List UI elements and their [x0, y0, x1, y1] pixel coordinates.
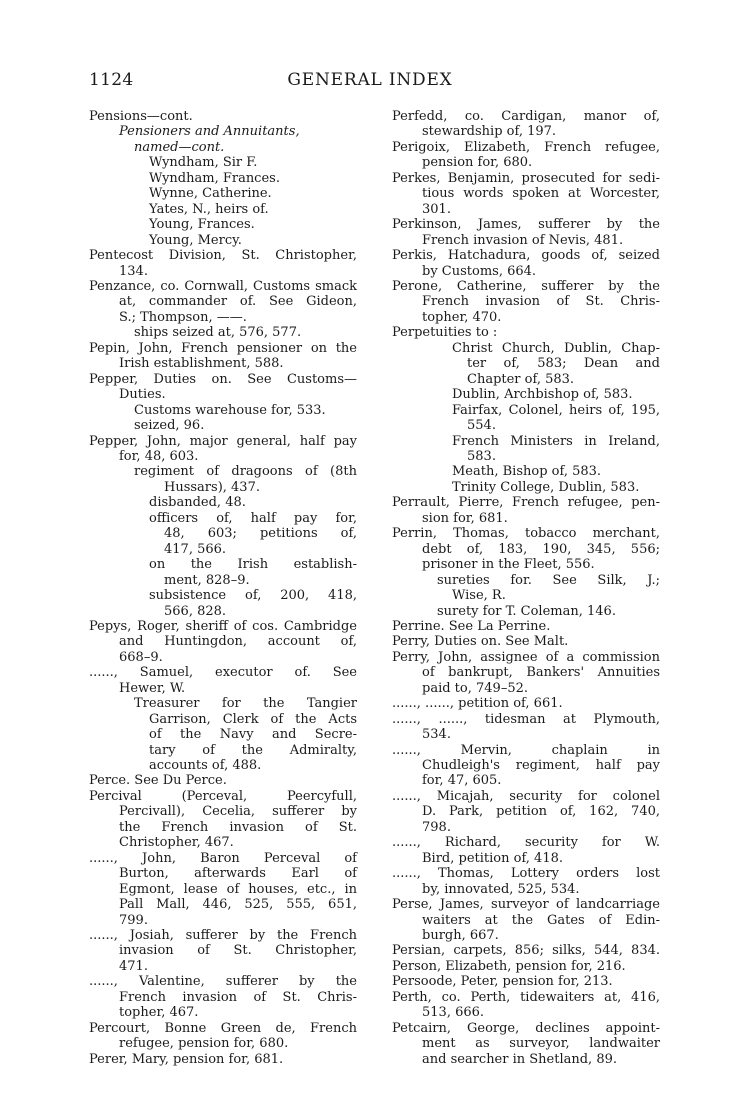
index-line: French Ministers in Ireland, — [452, 433, 660, 449]
index-line: Christ Church, Dublin, Chap- — [452, 340, 660, 356]
index-line: the French invasion of St. — [119, 819, 357, 835]
index-line: tious words spoken at Worcester, — [422, 186, 660, 202]
index-line: Young, Frances. — [149, 217, 255, 233]
index-line: Perrault, Pierre, French refugee, pen- — [392, 495, 660, 511]
index-line: Perer, Mary, pension for, 681. — [89, 1051, 284, 1067]
index-line: officers of, half pay for, — [149, 510, 357, 526]
index-line: Persoode, Peter, pension for, 213. — [392, 974, 613, 990]
index-line: Chapter of, 583. — [467, 371, 575, 387]
index-line: waiters at the Gates of Edin- — [422, 912, 660, 928]
index-line: by Customs, 664. — [422, 263, 537, 279]
index-line: 566, 828. — [164, 603, 227, 619]
index-line: sureties for. See Silk, J.; — [437, 572, 660, 588]
index-line: Irish establishment, 588. — [119, 356, 284, 372]
index-line: Pensioners and Annuitants, — [119, 124, 300, 140]
index-line: Petcairn, George, declines appoint- — [392, 1020, 660, 1036]
index-line: 799. — [119, 912, 148, 928]
index-line: ment, 828–9. — [164, 572, 250, 588]
index-line: French invasion of St. Chris- — [422, 294, 660, 310]
index-line: Egmont, lease of houses, etc., in — [119, 881, 357, 897]
index-line: prisoner in the Fleet, 556. — [422, 557, 595, 573]
index-line: 798. — [422, 819, 451, 835]
index-line: ......, Thomas, Lottery orders lost — [392, 866, 660, 882]
index-line: 668–9. — [119, 649, 163, 665]
index-line: Penzance, co. Cornwall, Customs smack — [89, 278, 357, 294]
index-line: ......, Valentine, sufferer by the — [89, 974, 357, 990]
index-line: Yates, N., heirs of. — [149, 201, 269, 217]
index-line: ships seized at, 576, 577. — [134, 325, 302, 341]
index-line: for, 47, 605. — [422, 773, 502, 789]
index-line: Perse, James, surveyor of landcarriage — [392, 897, 660, 913]
index-line: S.; Thompson, ——. — [119, 309, 247, 325]
index-line: Wyndham, Sir F. — [149, 155, 258, 171]
index-line: tary of the Admiralty, — [149, 742, 357, 758]
index-line: Pentecost Division, St. Christopher, — [89, 248, 357, 264]
index-line: Perkinson, James, sufferer by the — [392, 217, 660, 233]
page-number: 1124 — [89, 70, 134, 90]
index-line: burgh, 667. — [422, 928, 499, 944]
index-line: Pepin, John, French pensioner on the — [89, 340, 357, 356]
index-line: 534. — [422, 727, 451, 743]
index-line: 134. — [119, 263, 148, 279]
index-line: seized, 96. — [134, 418, 205, 434]
index-line: Percivall), Cecelia, sufferer by — [119, 804, 357, 820]
index-line: ......, Mervin, chaplain in — [392, 742, 660, 758]
page-header — [0, 70, 740, 94]
index-line: ......, ......, tidesman at Plymouth, — [392, 711, 660, 727]
index-line: Duties. — [119, 387, 166, 403]
index-line: 583. — [467, 448, 496, 464]
index-line: Meath, Bishop of, 583. — [452, 464, 602, 480]
index-line: Perkis, Hatchadura, goods of, seized — [392, 248, 660, 264]
index-line: named—cont. — [134, 139, 225, 155]
index-line: Customs warehouse for, 533. — [134, 402, 326, 418]
index-line: 301. — [422, 201, 451, 217]
index-line: stewardship of, 197. — [422, 124, 557, 140]
index-line: Persian, carpets, 856; silks, 544, 834. — [392, 943, 660, 959]
index-line: of bankrupt, Bankers' Annuities — [422, 665, 660, 681]
index-line: Perce. See Du Perce. — [89, 773, 227, 789]
index-line: ......, ......, petition of, 661. — [392, 696, 563, 712]
index-line: surety for T. Coleman, 146. — [437, 603, 616, 619]
index-line: Pensions—cont. — [89, 109, 193, 124]
index-line: topher, 467. — [119, 1005, 199, 1021]
index-line: Pepys, Roger, sheriff of cos. Cambridge — [89, 618, 357, 634]
index-line: Perpetuities to : — [392, 325, 498, 341]
index-line: on the Irish establish- — [149, 557, 357, 573]
index-line: and searcher in Shetland, 89. — [422, 1051, 617, 1067]
index-line: Wynne, Catherine. — [149, 186, 272, 202]
index-line: Perigoix, Elizabeth, French refugee, — [392, 139, 660, 155]
index-column-left — [89, 109, 357, 1067]
index-line: Christopher, 467. — [119, 835, 234, 851]
index-line: Burton, afterwards Earl of — [119, 866, 357, 882]
index-line: Fairfax, Colonel, heirs of, 195, — [452, 402, 660, 418]
index-line: refugee, pension for, 680. — [119, 1036, 289, 1052]
index-line: Perry, John, assignee of a commission — [392, 649, 660, 665]
index-line: invasion of St. Christopher, — [119, 943, 357, 959]
index-line: ment as surveyor, landwaiter — [422, 1036, 660, 1052]
index-line: Trinity College, Dublin, 583. — [452, 479, 640, 495]
index-line: regiment of dragoons of (8th — [134, 464, 357, 480]
index-line: 554. — [467, 418, 496, 434]
index-line: pension for, 680. — [422, 155, 533, 171]
index-line: Dublin, Archbishop of, 583. — [452, 387, 633, 403]
index-line: Perth, co. Perth, tidewaiters at, 416, — [392, 989, 660, 1005]
index-line: Percival (Perceval, Peercyfull, — [89, 788, 357, 804]
index-line: French invasion of Nevis, 481. — [422, 232, 624, 248]
index-line: accounts of, 488. — [149, 758, 262, 774]
index-line: Hussars), 437. — [164, 479, 260, 495]
index-line: Pepper, Duties on. See Customs— — [89, 371, 357, 387]
index-line: Wise, R. — [452, 588, 506, 604]
index-line: subsistence of, 200, 418, — [149, 588, 357, 604]
page-title: GENERAL INDEX — [287, 70, 453, 90]
index-line: Young, Mercy. — [149, 232, 242, 248]
index-line: for, 48, 603. — [119, 448, 199, 464]
index-line: ......, John, Baron Perceval of — [89, 850, 357, 866]
index-line: ......, Richard, security for W. — [392, 835, 660, 851]
index-line: ......, Josiah, sufferer by the French — [89, 928, 357, 944]
index-line: and Huntingdon, account of, — [119, 634, 357, 650]
index-line: Percourt, Bonne Green de, French — [89, 1020, 357, 1036]
index-line: Person, Elizabeth, pension for, 216. — [392, 958, 626, 974]
index-line: Bird, petition of, 418. — [422, 850, 564, 866]
index-line: by, innovated, 525, 534. — [422, 881, 580, 897]
index-line: Chudleigh's regiment, half pay — [422, 758, 660, 774]
index-line: disbanded, 48. — [149, 495, 246, 511]
index-line: ......, Micajah, security for colonel — [392, 788, 660, 804]
index-line: ter of, 583; Dean and — [467, 356, 660, 372]
index-line: Wyndham, Frances. — [149, 170, 280, 186]
index-line: 48, 603; petitions of, — [164, 526, 357, 542]
index-line: topher, 470. — [422, 309, 502, 325]
index-line: Perry, Duties on. See Malt. — [392, 634, 569, 650]
index-line: Treasurer for the Tangier — [134, 696, 357, 712]
index-line: Hewer, W. — [119, 680, 186, 696]
index-line: 417, 566. — [164, 541, 227, 557]
index-line: Garrison, Clerk of the Acts — [149, 711, 357, 727]
index-line: 471. — [119, 958, 148, 974]
index-line: Perkes, Benjamin, prosecuted for sedi- — [392, 170, 660, 186]
index-line: 513, 666. — [422, 1005, 485, 1021]
index-line: of the Navy and Secre- — [149, 727, 357, 743]
index-line: Pepper, John, major general, half pay — [89, 433, 357, 449]
index-line: paid to, 749–52. — [422, 680, 528, 696]
index-line: Perone, Catherine, sufferer by the — [392, 278, 660, 294]
index-line: ......, Samuel, executor of. See — [89, 665, 357, 681]
index-column-right — [392, 109, 660, 1067]
index-line: sion for, 681. — [422, 510, 508, 526]
index-line: French invasion of St. Chris- — [119, 989, 357, 1005]
index-line: D. Park, petition of, 162, 740, — [422, 804, 660, 820]
index-line: at, commander of. See Gideon, — [119, 294, 357, 310]
index-line: Perrin, Thomas, tobacco merchant, — [392, 526, 660, 542]
index-line: Perfedd, co. Cardigan, manor of, — [392, 109, 660, 124]
index-line: Pall Mall, 446, 525, 555, 651, — [119, 897, 357, 913]
index-line: Perrine. See La Perrine. — [392, 618, 551, 634]
index-line: debt of, 183, 190, 345, 556; — [422, 541, 660, 557]
